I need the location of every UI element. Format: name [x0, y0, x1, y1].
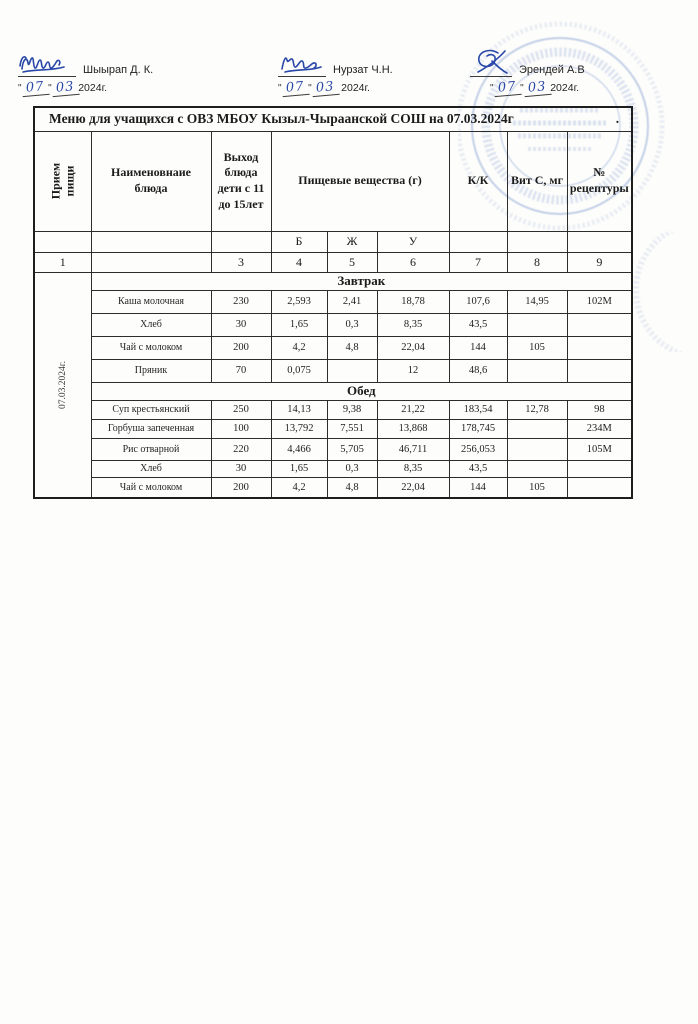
- dish-name: Хлеб: [91, 460, 211, 477]
- signature-block-1: [18, 52, 153, 96]
- col-number: 3: [211, 252, 271, 272]
- kcal-value: 48,6: [449, 359, 507, 382]
- vertical-date: 07.03.2024г.: [57, 360, 68, 409]
- quote-mark: ": [48, 83, 52, 94]
- vitc-value: 105: [507, 477, 567, 498]
- vitc-value: 105: [507, 336, 567, 359]
- handwritten-day: 07: [493, 79, 521, 97]
- recipe-value: 98: [567, 400, 632, 419]
- vitc-value: [507, 460, 567, 477]
- vitc-value: [507, 419, 567, 438]
- handwritten-month: 03: [311, 79, 339, 97]
- kcal-value: 144: [449, 477, 507, 498]
- quote-mark: ": [278, 83, 282, 94]
- header-kcal: К/К: [449, 131, 507, 231]
- dish-name: Суп крестьянский: [91, 400, 211, 419]
- empty-cell: [34, 231, 91, 252]
- col-number: 6: [377, 252, 449, 272]
- empty-cell: [449, 231, 507, 252]
- header-recipe-no: № рецептуры: [567, 131, 632, 231]
- portion-value: 100: [211, 419, 271, 438]
- portion-value: 30: [211, 313, 271, 336]
- recipe-value: 102М: [567, 290, 632, 313]
- handwritten-day: 07: [281, 79, 309, 97]
- signature-1-scribble-icon: [18, 52, 76, 77]
- signature-2-date: [278, 80, 393, 96]
- portion-value: 250: [211, 400, 271, 419]
- fat-value: 4,8: [327, 336, 377, 359]
- carbs-value: 22,04: [377, 477, 449, 498]
- kcal-value: 183,54: [449, 400, 507, 419]
- carbs-value: 21,22: [377, 400, 449, 419]
- quote-mark: ": [308, 83, 312, 94]
- dish-name: Горбуша запеченная: [91, 419, 211, 438]
- col-number: [91, 252, 211, 272]
- carbs-value: 46,711: [377, 438, 449, 460]
- protein-value: 2,593: [271, 290, 327, 313]
- protein-value: 1,65: [271, 313, 327, 336]
- menu-table: [33, 106, 633, 499]
- protein-value: 4,466: [271, 438, 327, 460]
- header-vitc: Вит С, мг: [507, 131, 567, 231]
- empty-cell: [91, 231, 211, 252]
- fat-value: 0,3: [327, 460, 377, 477]
- kcal-value: 256,053: [449, 438, 507, 460]
- fat-value: 4,8: [327, 477, 377, 498]
- dish-name: Чай с молоком: [91, 336, 211, 359]
- header-portion-out: Выход блюда дети с 11 до 15лет: [211, 131, 271, 231]
- recipe-value: 105М: [567, 438, 632, 460]
- signer-name: Эрендей А.В: [519, 64, 585, 76]
- empty-cell: [211, 231, 271, 252]
- dish-name: Каша молочная: [91, 290, 211, 313]
- signature-1-date: [18, 80, 153, 96]
- year-label: 2024г.: [341, 82, 370, 94]
- recipe-value: [567, 460, 632, 477]
- dish-name: Хлеб: [91, 313, 211, 336]
- kcal-value: 43,5: [449, 313, 507, 336]
- kcal-value: 144: [449, 336, 507, 359]
- handwritten-day: 07: [21, 79, 49, 97]
- signature-block-3: [470, 48, 585, 96]
- table-row: [34, 477, 632, 498]
- dish-name: Пряник: [91, 359, 211, 382]
- empty-cell: [507, 231, 567, 252]
- year-label: 2024г.: [550, 82, 580, 94]
- document-title: Меню для учащихся с ОВЗ МБОУ Кызыл-Чыраанской СОШ на 07.03.2024г: [49, 111, 514, 127]
- protein-value: 0,075: [271, 359, 327, 382]
- handwritten-month: 03: [523, 79, 551, 97]
- fat-value: 9,38: [327, 400, 377, 419]
- vitc-value: [507, 313, 567, 336]
- fat-value: 7,551: [327, 419, 377, 438]
- col-number: 8: [507, 252, 567, 272]
- protein-value: 4,2: [271, 477, 327, 498]
- carbs-value: 22,04: [377, 336, 449, 359]
- title-period: .: [615, 111, 620, 127]
- recipe-value: [567, 313, 632, 336]
- protein-value: 13,792: [271, 419, 327, 438]
- col-number: 1: [34, 252, 91, 272]
- quote-mark: ": [490, 83, 494, 94]
- year-label: 2024г.: [78, 82, 108, 94]
- fat-value: [327, 359, 377, 382]
- portion-value: 230: [211, 290, 271, 313]
- subheader-fat: Ж: [327, 231, 377, 252]
- subheader-protein: Б: [271, 231, 327, 252]
- signature-3-scribble-icon: [470, 48, 512, 77]
- vitc-value: 14,95: [507, 290, 567, 313]
- header-dish-name: Наименовнаие блюда: [91, 131, 211, 231]
- handwritten-month: 03: [51, 79, 79, 97]
- carbs-value: 18,78: [377, 290, 449, 313]
- date-vertical-cell: [34, 272, 91, 498]
- protein-value: 1,65: [271, 460, 327, 477]
- portion-value: 30: [211, 460, 271, 477]
- fat-value: 5,705: [327, 438, 377, 460]
- quote-mark: ": [18, 83, 22, 94]
- section-lunch: Обед: [91, 382, 632, 400]
- table-row: [34, 460, 632, 477]
- col-number: 4: [271, 252, 327, 272]
- kcal-value: 43,5: [449, 460, 507, 477]
- kcal-value: 178,745: [449, 419, 507, 438]
- signer-name: Шыырап Д. К.: [83, 64, 154, 76]
- carbs-value: 8,35: [377, 460, 449, 477]
- portion-value: 200: [211, 336, 271, 359]
- portion-value: 200: [211, 477, 271, 498]
- carbs-value: 12: [377, 359, 449, 382]
- recipe-value: [567, 359, 632, 382]
- table-row: [34, 290, 632, 313]
- table-row: [34, 419, 632, 438]
- table-row: [34, 400, 632, 419]
- signature-2-scribble-icon: [278, 52, 326, 77]
- table-row: [34, 313, 632, 336]
- signature-block-2: [278, 52, 393, 96]
- carbs-value: 13,868: [377, 419, 449, 438]
- header-nutrients: Пищевые вещества (г): [271, 131, 449, 231]
- protein-value: 4,2: [271, 336, 327, 359]
- portion-value: 70: [211, 359, 271, 382]
- dish-name: Чай с молоком: [91, 477, 211, 498]
- recipe-value: [567, 477, 632, 498]
- dish-name: Рис отварной: [91, 438, 211, 460]
- vitc-value: [507, 438, 567, 460]
- col-number: 9: [567, 252, 632, 272]
- protein-value: 14,13: [271, 400, 327, 419]
- signer-name: Нурзат Ч.Н.: [333, 64, 393, 76]
- col-number: 5: [327, 252, 377, 272]
- quote-mark: ": [520, 83, 524, 94]
- empty-cell: [567, 231, 632, 252]
- fat-value: 2,41: [327, 290, 377, 313]
- kcal-value: 107,6: [449, 290, 507, 313]
- table-row: [34, 438, 632, 460]
- recipe-value: [567, 336, 632, 359]
- recipe-value: 234М: [567, 419, 632, 438]
- vitc-value: 12,78: [507, 400, 567, 419]
- col-number: 7: [449, 252, 507, 272]
- table-row: [34, 336, 632, 359]
- fat-value: 0,3: [327, 313, 377, 336]
- subheader-carbs: У: [377, 231, 449, 252]
- vitc-value: [507, 359, 567, 382]
- carbs-value: 8,35: [377, 313, 449, 336]
- section-breakfast: Завтрак: [91, 272, 632, 290]
- table-row: [34, 359, 632, 382]
- signature-3-date: [490, 80, 585, 96]
- portion-value: 220: [211, 438, 271, 460]
- header-meal: Прием пищи: [34, 131, 91, 231]
- table-title-cell: [34, 107, 632, 131]
